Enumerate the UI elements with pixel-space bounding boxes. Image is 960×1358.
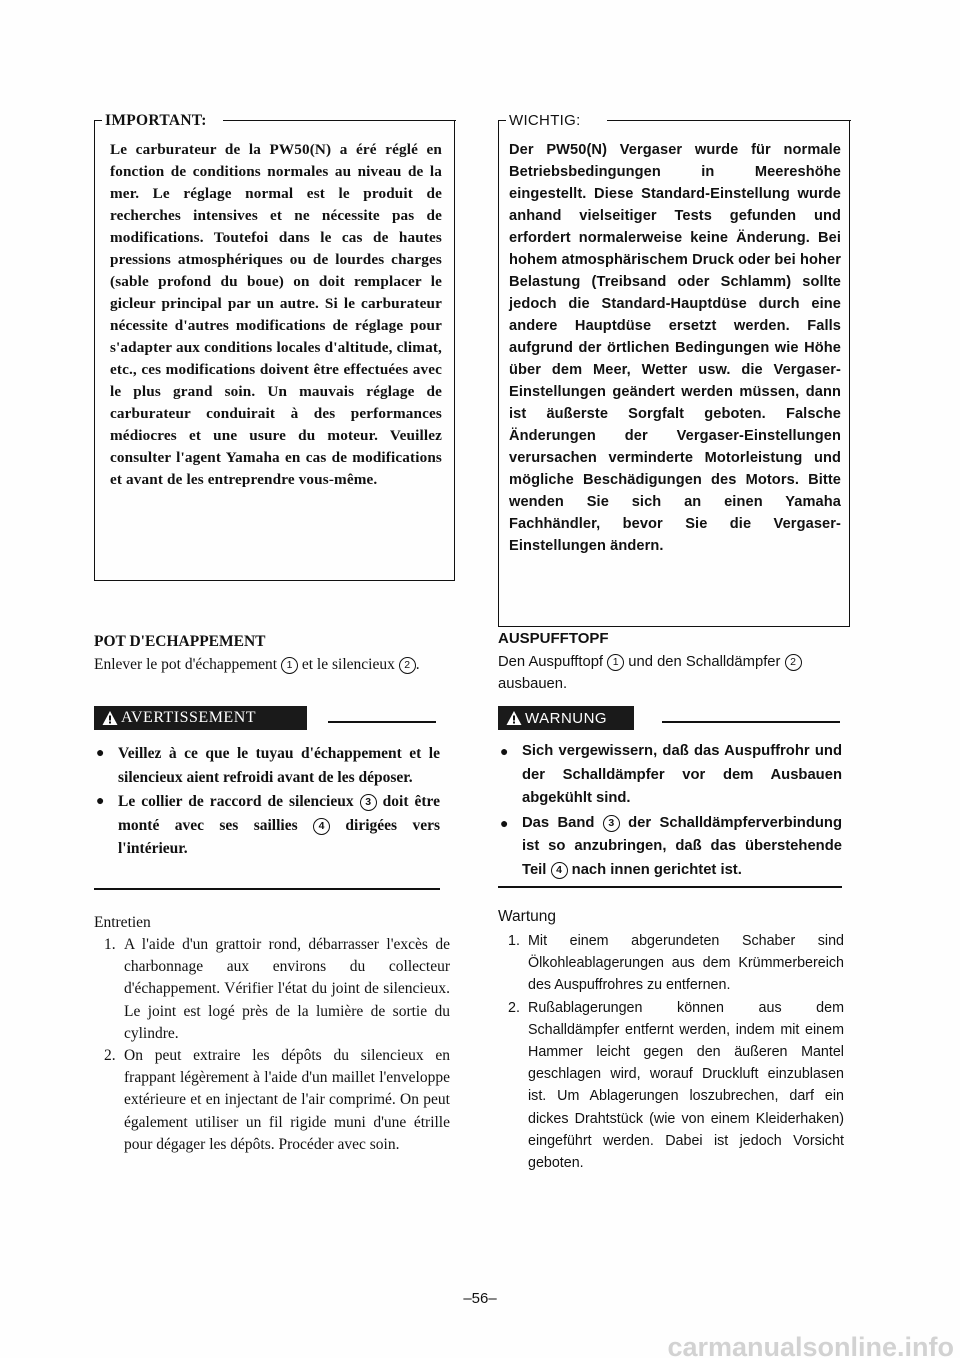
- list-item: 2. Rußablagerungen können aus dem Schalldämpfer entfernt werden, indem mit einem Hammer leicht gegen den äußeren Mantel geschlagen wird, worauf Druckluft einzublasen ist. Um Ablagerungen loszubrechen, darf ein dickes Drahtstück (wie von einem Kleiderhaken) eingeführt werden. Dabei ist jedoch Vorsicht geboten.: [508, 999, 844, 1172]
- wichtig-box: [498, 112, 850, 627]
- list-item: 2. On peut extraire les dépôts du silencieux en frappant légèrement à l'aide d'un maillet l'enveloppe extérieure et en injectant de l'air comprimé. On peut également utiliser un fil rigide muni d'une étrille pour dégager les dépôts. Procéder avec soin.: [104, 1047, 450, 1153]
- callout-1: 1: [281, 657, 298, 674]
- exhaust-title-de: AUSPUFFTOPF: [498, 630, 609, 647]
- important-box: [94, 112, 455, 581]
- exhaust-title: POT D'ECHAPPEMENT: [94, 633, 266, 650]
- important-text: Le carburateur de la PW50(N) a éré réglé en fonction de conditions normales au niveau de la mer. Le réglage normal est le produit de recherches intensives et ne nécessite pas de modifications. Toutefoi dans le cas de hautes pressions atmosphériques ou de lourdes charges (sable profond du boue) on doit remplacer le gicleur principal par un autre. Si le carburateur nécessite d'autres modifications de réglage pour s'adapter aux conditions locales d'altitude, climat, etc., ces modifications doivent être effectuées avec le plus grand soin. Un mauvais réglage de carburateur conduirait à des performances médiocres et une usure du moteur. Veuillez consulter l'agent Yamaha en cas de modifications et avant de les entreprendre vous-même.: [110, 141, 442, 488]
- exhaust-text-de: Den Auspufftopf 1 und den Schalldämpfer 2 ausbauen.: [498, 651, 854, 695]
- page-number: –56–: [463, 1290, 497, 1307]
- warning-badge: AVERTISSEMENT: [94, 706, 307, 730]
- warning-bottom-rule: [94, 888, 440, 890]
- warning-bottom-rule-de: [498, 886, 842, 888]
- list-item: ● Veillez à ce que le tuyau d'échappement et le silencieux aient refroidi avant de les déposer.: [96, 745, 440, 786]
- callout-3: 3: [603, 815, 620, 832]
- exhaust-text: Enlever le pot d'échappement 1 et le silencieux 2 .: [94, 656, 420, 673]
- wichtig-text: Der PW50(N) Vergaser wurde für normale Betriebsbedingungen in Meereshöhe eingestellt. Diese Standard-Einstellung wurde anhand vielseitiger Tests gefunden und erfordert normalerweise keine Änderung. Bei hohem atmosphärischem Druck oder bei hoher Belastung (Treibsand oder Schlamm) sollte jedoch die Standard-Hauptdüse durch eine andere Hauptdüse ersetzt werden. Falls aufgrund der örtlichen Bedingungen wie Höhe über dem Meer, Wetter usw. die Vergaser-Einstellungen geändert werden müssen, dann ist äußerste Sorgfalt geboten. Falsche Änderungen der Vergaser-Einstellungen verursachen verminderte Motorleistung und mögliche Beschädigungen des Motors. Bitte wenden Sie sich an einen Yamaha Fachhändler, bevor Sie die Vergaser-Einstellungen ändern.: [509, 142, 841, 554]
- watermark[interactable]: carmanualsonline.info: [667, 1336, 954, 1358]
- maintenance-steps: [94, 934, 450, 1156]
- warning-list-de: [498, 740, 842, 883]
- callout-4: 4: [551, 862, 568, 879]
- maintenance-title: Entretien: [94, 914, 151, 931]
- callout-4: 4: [313, 818, 330, 835]
- warning-rule: [328, 721, 436, 723]
- list-item: ● Sich vergewissern, daß das Auspuffrohr und der Schalldämpfer vor dem Ausbauen abgekühlt sind.: [500, 743, 842, 806]
- warning-list: [94, 742, 440, 862]
- callout-2: 2: [399, 657, 416, 674]
- maintenance-title-de: Wartung: [498, 908, 557, 925]
- warning-rule-de: [662, 721, 840, 723]
- important-label: IMPORTANT:: [105, 112, 207, 129]
- warning-triangle-icon: [102, 710, 118, 726]
- list-item: ● Le collier de raccord de silencieux 3 doit être monté avec ses saillies 4 dirigées vers l'intérieur.: [96, 793, 441, 857]
- callout-1: 1: [607, 654, 624, 671]
- maintenance-steps-de: [498, 930, 844, 1174]
- list-item: 1. A l'aide d'un grattoir rond, débarrasser l'excès de charbonnage aux environs du collecteur d'échappement. Vérifier l'état du joint de silencieux. Le joint est logé près de la lumière de sortie du cylindre.: [104, 936, 450, 1042]
- warning-badge-de: WARNUNG: [498, 706, 634, 730]
- warning-triangle-icon: [506, 710, 522, 726]
- callout-3: 3: [360, 794, 377, 811]
- callout-2: 2: [785, 654, 802, 671]
- wichtig-label: WICHTIG:: [509, 112, 581, 129]
- list-item: 1. Mit einem abgerundeten Schaber sind Ölkohleablagerungen aus dem Krümmerbereich des Auspuffrohres zu entfernen.: [508, 933, 844, 994]
- list-item: ● Das Band 3 der Schalldämpferverbindung ist so anzubringen, daß das überstehende Teil 4 nach innen gerichtet ist.: [500, 814, 842, 878]
